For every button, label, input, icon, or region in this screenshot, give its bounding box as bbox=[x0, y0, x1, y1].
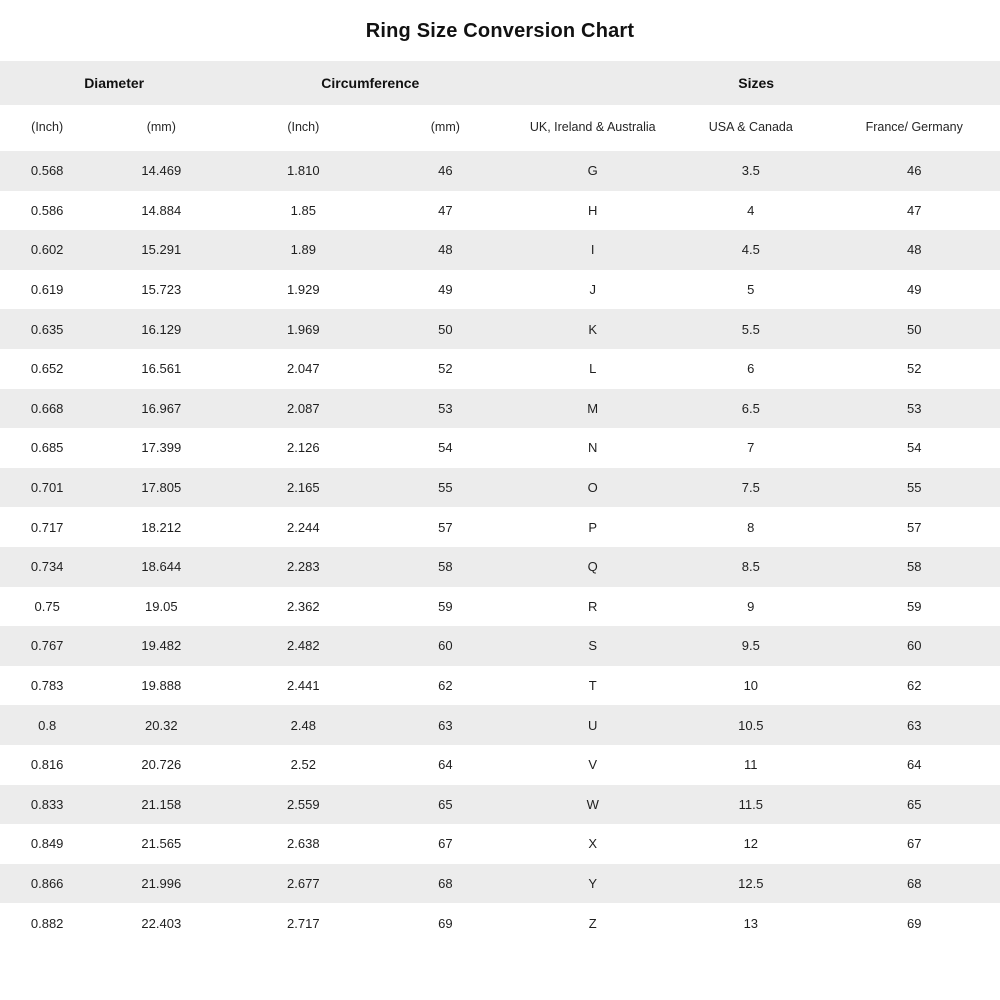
cell-diameter-mm: 15.291 bbox=[94, 230, 228, 270]
cell-diameter-inch: 0.602 bbox=[0, 230, 94, 270]
cell-size-usa: 10.5 bbox=[673, 705, 828, 745]
cell-diameter-inch: 0.701 bbox=[0, 468, 94, 508]
cell-diameter-inch: 0.635 bbox=[0, 309, 94, 349]
cell-circumference-inch: 2.638 bbox=[228, 824, 378, 864]
cell-diameter-mm: 19.482 bbox=[94, 626, 228, 666]
cell-size-usa: 13 bbox=[673, 903, 828, 943]
cell-size-usa: 9 bbox=[673, 587, 828, 627]
table-row bbox=[0, 507, 1000, 547]
cell-diameter-mm: 20.726 bbox=[94, 745, 228, 785]
cell-size-france: 59 bbox=[829, 587, 1000, 627]
cell-size-usa: 12.5 bbox=[673, 864, 828, 904]
cell-circumference-mm: 49 bbox=[378, 270, 512, 310]
cell-circumference-inch: 2.482 bbox=[228, 626, 378, 666]
cell-circumference-inch: 2.559 bbox=[228, 785, 378, 825]
table-row bbox=[0, 903, 1000, 943]
cell-size-france: 63 bbox=[829, 705, 1000, 745]
unit-header-diameter-mm: (mm) bbox=[94, 105, 228, 151]
cell-size-uk: Z bbox=[512, 903, 673, 943]
table-row bbox=[0, 349, 1000, 389]
cell-size-uk: U bbox=[512, 705, 673, 745]
cell-circumference-mm: 48 bbox=[378, 230, 512, 270]
table-row bbox=[0, 785, 1000, 825]
cell-size-usa: 8 bbox=[673, 507, 828, 547]
cell-size-france: 54 bbox=[829, 428, 1000, 468]
cell-size-uk: X bbox=[512, 824, 673, 864]
unit-header-diameter-inch: (Inch) bbox=[0, 105, 94, 151]
cell-size-uk: P bbox=[512, 507, 673, 547]
unit-header-usa-canada: USA & Canada bbox=[673, 105, 828, 151]
cell-size-usa: 6.5 bbox=[673, 389, 828, 429]
cell-diameter-inch: 0.849 bbox=[0, 824, 94, 864]
cell-diameter-inch: 0.717 bbox=[0, 507, 94, 547]
cell-size-france: 46 bbox=[829, 151, 1000, 191]
cell-circumference-inch: 1.929 bbox=[228, 270, 378, 310]
cell-circumference-mm: 57 bbox=[378, 507, 512, 547]
table-row bbox=[0, 587, 1000, 627]
table-row bbox=[0, 547, 1000, 587]
table-row bbox=[0, 626, 1000, 666]
cell-circumference-inch: 2.677 bbox=[228, 864, 378, 904]
cell-diameter-mm: 18.212 bbox=[94, 507, 228, 547]
cell-size-france: 68 bbox=[829, 864, 1000, 904]
cell-size-france: 49 bbox=[829, 270, 1000, 310]
cell-size-usa: 11 bbox=[673, 745, 828, 785]
cell-size-uk: L bbox=[512, 349, 673, 389]
cell-circumference-mm: 65 bbox=[378, 785, 512, 825]
group-header-circumference: Circumference bbox=[228, 61, 512, 105]
cell-diameter-inch: 0.816 bbox=[0, 745, 94, 785]
cell-circumference-mm: 63 bbox=[378, 705, 512, 745]
cell-diameter-inch: 0.685 bbox=[0, 428, 94, 468]
cell-size-uk: V bbox=[512, 745, 673, 785]
cell-size-france: 55 bbox=[829, 468, 1000, 508]
group-header-row bbox=[0, 61, 1000, 105]
cell-size-uk: W bbox=[512, 785, 673, 825]
cell-diameter-mm: 16.967 bbox=[94, 389, 228, 429]
cell-size-france: 69 bbox=[829, 903, 1000, 943]
cell-size-uk: Q bbox=[512, 547, 673, 587]
cell-size-uk: O bbox=[512, 468, 673, 508]
cell-circumference-mm: 62 bbox=[378, 666, 512, 706]
cell-circumference-inch: 2.441 bbox=[228, 666, 378, 706]
cell-circumference-mm: 47 bbox=[378, 191, 512, 231]
table-row bbox=[0, 230, 1000, 270]
cell-size-france: 57 bbox=[829, 507, 1000, 547]
cell-size-uk: M bbox=[512, 389, 673, 429]
unit-header-france-germany: France/ Germany bbox=[829, 105, 1000, 151]
cell-diameter-inch: 0.8 bbox=[0, 705, 94, 745]
cell-diameter-mm: 17.805 bbox=[94, 468, 228, 508]
cell-circumference-mm: 58 bbox=[378, 547, 512, 587]
cell-diameter-inch: 0.652 bbox=[0, 349, 94, 389]
cell-size-france: 52 bbox=[829, 349, 1000, 389]
table-row bbox=[0, 309, 1000, 349]
cell-circumference-inch: 2.087 bbox=[228, 389, 378, 429]
cell-size-uk: H bbox=[512, 191, 673, 231]
cell-diameter-mm: 18.644 bbox=[94, 547, 228, 587]
group-header-sizes: Sizes bbox=[512, 61, 1000, 105]
cell-circumference-inch: 2.047 bbox=[228, 349, 378, 389]
cell-size-usa: 10 bbox=[673, 666, 828, 706]
cell-circumference-inch: 2.48 bbox=[228, 705, 378, 745]
unit-header-row bbox=[0, 105, 1000, 151]
cell-circumference-inch: 2.244 bbox=[228, 507, 378, 547]
cell-circumference-inch: 1.969 bbox=[228, 309, 378, 349]
table-body bbox=[0, 151, 1000, 943]
table-row bbox=[0, 191, 1000, 231]
cell-circumference-mm: 52 bbox=[378, 349, 512, 389]
cell-size-france: 67 bbox=[829, 824, 1000, 864]
cell-circumference-inch: 2.52 bbox=[228, 745, 378, 785]
cell-circumference-mm: 53 bbox=[378, 389, 512, 429]
cell-diameter-mm: 20.32 bbox=[94, 705, 228, 745]
cell-diameter-mm: 16.129 bbox=[94, 309, 228, 349]
table-row bbox=[0, 389, 1000, 429]
cell-size-france: 65 bbox=[829, 785, 1000, 825]
cell-size-france: 58 bbox=[829, 547, 1000, 587]
cell-diameter-mm: 21.158 bbox=[94, 785, 228, 825]
cell-size-france: 60 bbox=[829, 626, 1000, 666]
cell-diameter-mm: 14.469 bbox=[94, 151, 228, 191]
cell-diameter-mm: 14.884 bbox=[94, 191, 228, 231]
cell-diameter-mm: 16.561 bbox=[94, 349, 228, 389]
cell-diameter-inch: 0.734 bbox=[0, 547, 94, 587]
cell-circumference-inch: 2.362 bbox=[228, 587, 378, 627]
cell-size-usa: 7.5 bbox=[673, 468, 828, 508]
unit-header-uk-ireland-australia: UK, Ireland & Australia bbox=[512, 105, 673, 151]
cell-diameter-mm: 19.888 bbox=[94, 666, 228, 706]
cell-size-usa: 3.5 bbox=[673, 151, 828, 191]
cell-diameter-inch: 0.767 bbox=[0, 626, 94, 666]
cell-size-usa: 7 bbox=[673, 428, 828, 468]
cell-diameter-inch: 0.75 bbox=[0, 587, 94, 627]
cell-circumference-mm: 54 bbox=[378, 428, 512, 468]
table-row bbox=[0, 151, 1000, 191]
cell-size-uk: T bbox=[512, 666, 673, 706]
cell-size-uk: G bbox=[512, 151, 673, 191]
cell-circumference-inch: 1.89 bbox=[228, 230, 378, 270]
cell-circumference-mm: 50 bbox=[378, 309, 512, 349]
cell-size-uk: I bbox=[512, 230, 673, 270]
cell-diameter-inch: 0.586 bbox=[0, 191, 94, 231]
cell-diameter-inch: 0.619 bbox=[0, 270, 94, 310]
cell-size-france: 48 bbox=[829, 230, 1000, 270]
ring-size-conversion-table bbox=[0, 61, 1000, 943]
cell-diameter-mm: 22.403 bbox=[94, 903, 228, 943]
cell-size-france: 50 bbox=[829, 309, 1000, 349]
cell-circumference-inch: 1.810 bbox=[228, 151, 378, 191]
cell-diameter-mm: 17.399 bbox=[94, 428, 228, 468]
cell-circumference-mm: 59 bbox=[378, 587, 512, 627]
cell-circumference-mm: 46 bbox=[378, 151, 512, 191]
cell-diameter-inch: 0.866 bbox=[0, 864, 94, 904]
page-title: Ring Size Conversion Chart bbox=[365, 20, 635, 42]
cell-size-usa: 5 bbox=[673, 270, 828, 310]
cell-diameter-mm: 21.996 bbox=[94, 864, 228, 904]
cell-circumference-mm: 55 bbox=[378, 468, 512, 508]
group-header-diameter: Diameter bbox=[0, 61, 228, 105]
cell-circumference-mm: 67 bbox=[378, 824, 512, 864]
cell-size-usa: 5.5 bbox=[673, 309, 828, 349]
cell-circumference-inch: 2.717 bbox=[228, 903, 378, 943]
cell-size-usa: 4 bbox=[673, 191, 828, 231]
table-row bbox=[0, 705, 1000, 745]
table-row bbox=[0, 428, 1000, 468]
cell-diameter-inch: 0.833 bbox=[0, 785, 94, 825]
cell-circumference-inch: 2.283 bbox=[228, 547, 378, 587]
cell-diameter-inch: 0.668 bbox=[0, 389, 94, 429]
cell-size-france: 47 bbox=[829, 191, 1000, 231]
table-row bbox=[0, 468, 1000, 508]
cell-size-uk: R bbox=[512, 587, 673, 627]
cell-circumference-inch: 2.165 bbox=[228, 468, 378, 508]
cell-size-usa: 11.5 bbox=[673, 785, 828, 825]
cell-diameter-inch: 0.882 bbox=[0, 903, 94, 943]
cell-circumference-inch: 1.85 bbox=[228, 191, 378, 231]
cell-diameter-mm: 21.565 bbox=[94, 824, 228, 864]
unit-header-circumference-inch: (Inch) bbox=[228, 105, 378, 151]
cell-diameter-inch: 0.783 bbox=[0, 666, 94, 706]
cell-diameter-mm: 15.723 bbox=[94, 270, 228, 310]
table-row bbox=[0, 270, 1000, 310]
cell-size-uk: J bbox=[512, 270, 673, 310]
cell-size-uk: K bbox=[512, 309, 673, 349]
cell-size-uk: N bbox=[512, 428, 673, 468]
cell-circumference-mm: 60 bbox=[378, 626, 512, 666]
cell-size-usa: 9.5 bbox=[673, 626, 828, 666]
table-row bbox=[0, 745, 1000, 785]
table-row bbox=[0, 666, 1000, 706]
cell-size-france: 64 bbox=[829, 745, 1000, 785]
cell-diameter-inch: 0.568 bbox=[0, 151, 94, 191]
cell-size-usa: 12 bbox=[673, 824, 828, 864]
cell-size-france: 53 bbox=[829, 389, 1000, 429]
cell-size-france: 62 bbox=[829, 666, 1000, 706]
cell-size-usa: 4.5 bbox=[673, 230, 828, 270]
table-row bbox=[0, 864, 1000, 904]
table-row bbox=[0, 824, 1000, 864]
cell-circumference-mm: 69 bbox=[378, 903, 512, 943]
cell-size-usa: 8.5 bbox=[673, 547, 828, 587]
cell-circumference-inch: 2.126 bbox=[228, 428, 378, 468]
cell-size-uk: Y bbox=[512, 864, 673, 904]
cell-size-usa: 6 bbox=[673, 349, 828, 389]
cell-circumference-mm: 68 bbox=[378, 864, 512, 904]
unit-header-circumference-mm: (mm) bbox=[378, 105, 512, 151]
cell-diameter-mm: 19.05 bbox=[94, 587, 228, 627]
cell-circumference-mm: 64 bbox=[378, 745, 512, 785]
table-header bbox=[0, 61, 1000, 151]
cell-size-uk: S bbox=[512, 626, 673, 666]
